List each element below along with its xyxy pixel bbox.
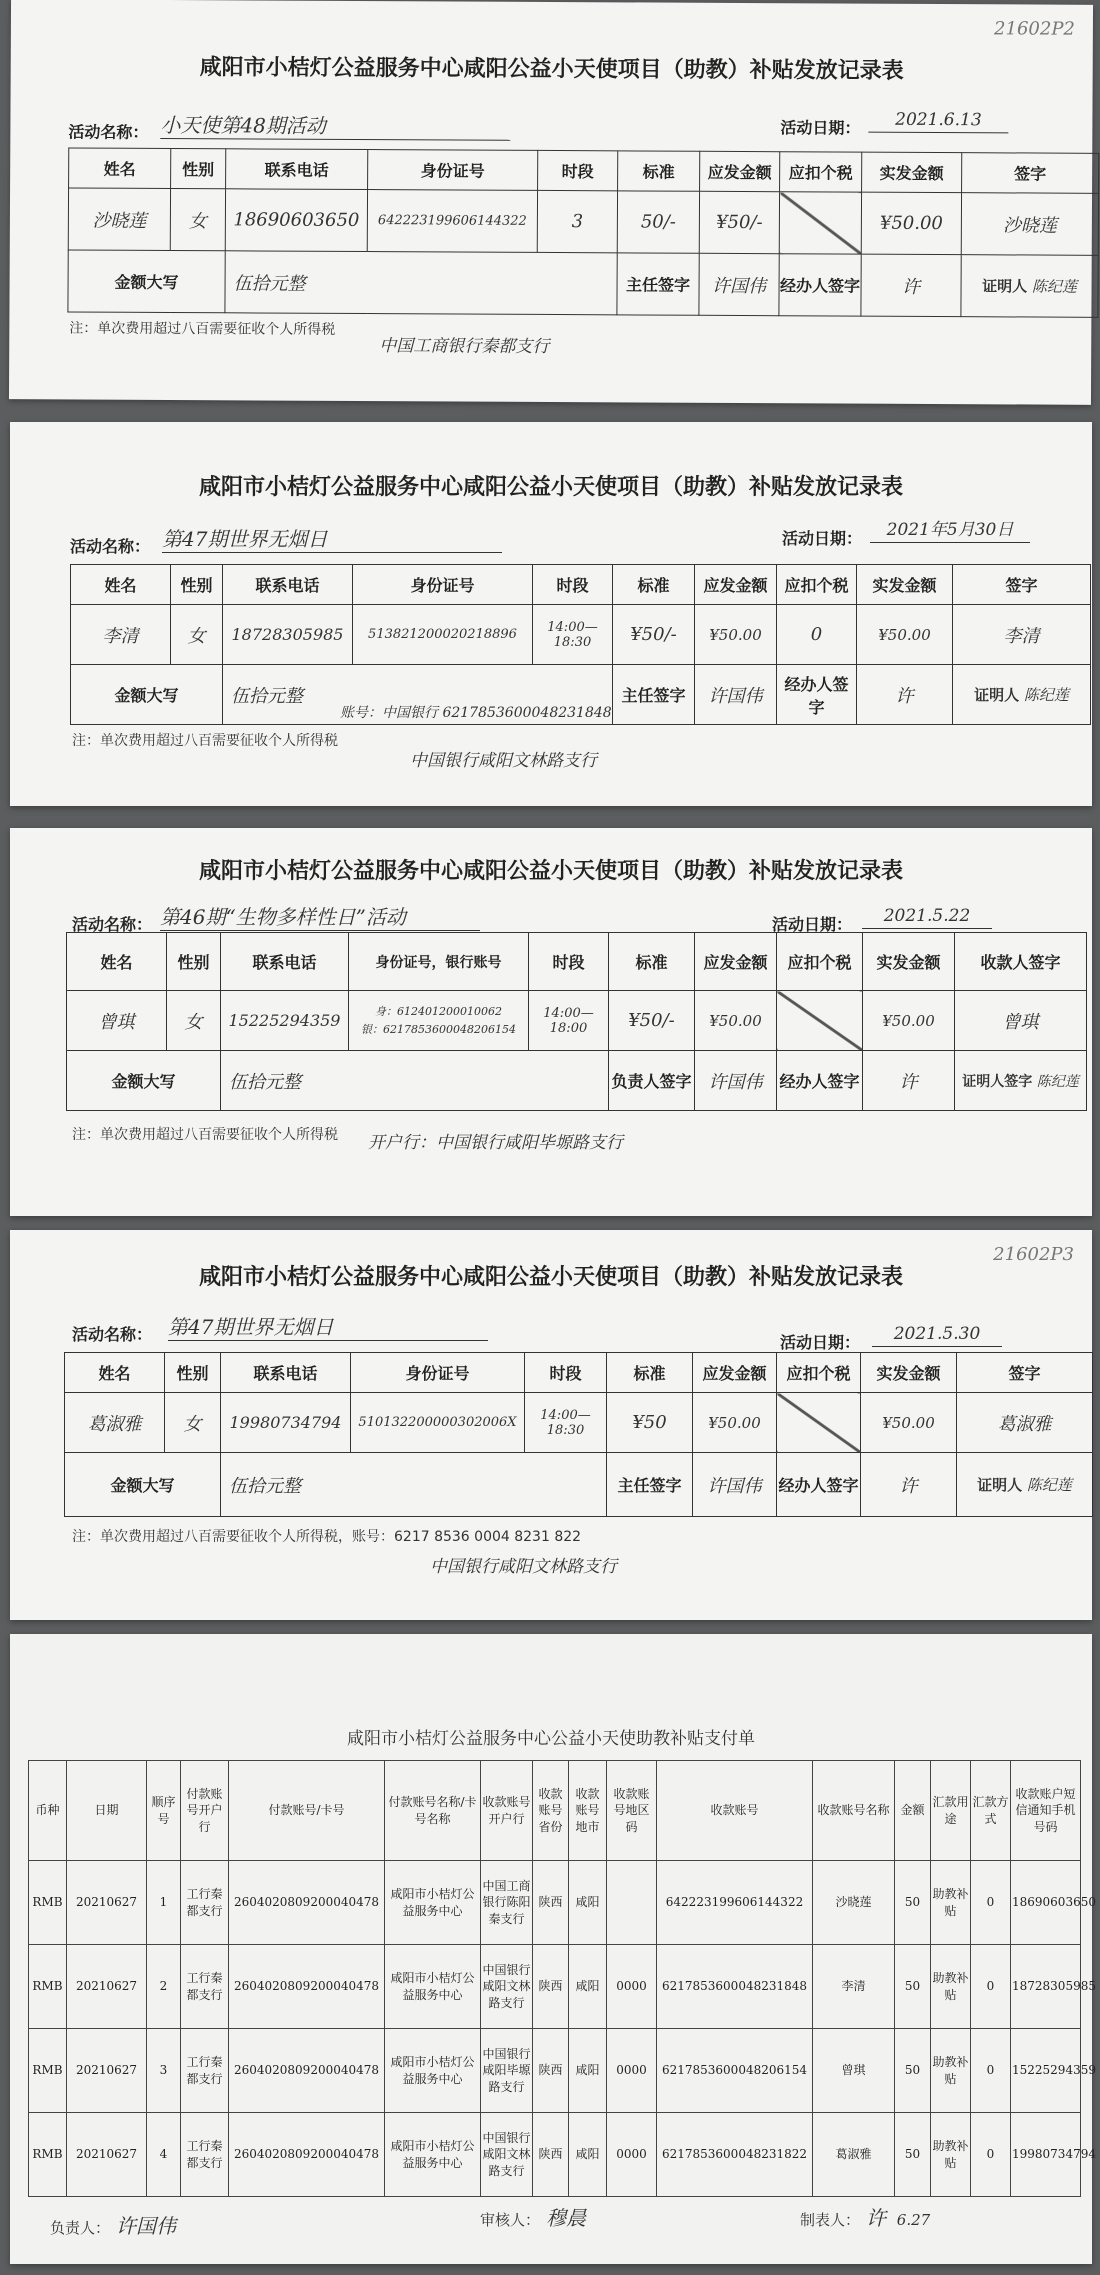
header-standard: 标准	[618, 151, 700, 191]
record-table	[64, 1352, 1093, 1517]
cell-signature: 李清	[953, 605, 1091, 665]
handler-label: 经办人签字	[777, 1051, 863, 1111]
witness-cell	[957, 1453, 1093, 1517]
cell-tax	[777, 1393, 861, 1453]
cell-phone: 18728305985	[223, 605, 353, 665]
header-period: 时段	[529, 933, 609, 991]
header-paid: 实发金额	[857, 565, 953, 605]
header-gender: 性别	[167, 933, 221, 991]
amount-words: 伍拾元整	[221, 1453, 607, 1517]
header-period: 时段	[538, 150, 618, 190]
pay-header: 日期	[67, 1761, 147, 1861]
pay-header: 汇款用途	[931, 1761, 971, 1861]
pay-cell	[607, 1861, 657, 1945]
header-gender: 性别	[171, 149, 226, 189]
header-phone: 联系电话	[226, 149, 368, 190]
table-row	[29, 1861, 1081, 1945]
pay-cell: 工行秦都支行	[181, 2113, 229, 2197]
bank-note: 中国银行咸阳文林路支行	[410, 751, 597, 771]
pay-cell: 20210627	[67, 2029, 147, 2113]
amount-label: 金额大写	[71, 665, 223, 725]
pay-header: 收款账号名称	[813, 1761, 895, 1861]
date-label: 活动日期：	[772, 915, 853, 934]
date-label: 活动日期：	[782, 529, 863, 548]
handler-label: 经办人签字	[779, 254, 861, 316]
pay-cell: 沙晓莲	[813, 1861, 895, 1945]
supervisor-label: 主任签字	[617, 253, 699, 315]
cell-id: 513821200020218896	[353, 605, 533, 665]
pay-cell: 曾琪	[813, 2029, 895, 2113]
activity-label: 活动名称：	[72, 1325, 153, 1344]
header-payable: 应发金额	[695, 565, 777, 605]
pay-cell: 中国银行咸阳毕塬路支行	[481, 2029, 533, 2113]
header-signature: 签字	[962, 153, 1099, 194]
supervisor-signature: 许国伟	[695, 665, 777, 725]
witness-label: 证明人	[982, 277, 1028, 296]
pay-cell: RMB	[29, 2029, 67, 2113]
pay-cell: 咸阳市小桔灯公益服务中心	[385, 2029, 481, 2113]
cell-period: 3	[537, 190, 617, 252]
corner-note: 21602P3	[993, 1244, 1074, 1265]
witness-label: 证明人	[977, 1476, 1023, 1494]
pay-header: 金额	[895, 1761, 931, 1861]
header-signature: 签字	[953, 565, 1091, 605]
pay-cell: 陕西	[533, 2029, 569, 2113]
pay-cell: 0	[971, 1945, 1011, 2029]
pay-cell: 陕西	[533, 1861, 569, 1945]
amount-words: 伍拾元整	[225, 251, 617, 315]
cell-name: 李清	[71, 605, 171, 665]
witness-signature: 陈纪莲	[1023, 686, 1069, 704]
pay-header: 付款账号开户行	[181, 1761, 229, 1861]
cell-name: 葛淑雅	[65, 1393, 165, 1453]
responsible-label: 负责人：	[50, 2219, 111, 2237]
header-name: 姓名	[65, 1353, 165, 1393]
supervisor-label: 负责人签字	[609, 1051, 695, 1111]
pay-cell: 中国银行咸阳文林路支行	[481, 1945, 533, 2029]
cell-gender: 女	[170, 189, 225, 251]
pay-cell: 葛淑雅	[813, 2113, 895, 2197]
bank-note: 开户行：中国银行咸阳毕塬路支行	[368, 1133, 623, 1153]
header-standard: 标准	[613, 565, 695, 605]
amount-label: 金额大写	[67, 1051, 221, 1111]
supervisor-signature: 许国伟	[699, 253, 779, 315]
cell-paid: ¥50.00	[857, 605, 953, 665]
header-paid: 实发金额	[862, 152, 962, 193]
pay-cell: 工行秦都支行	[181, 1945, 229, 2029]
pay-cell: 陕西	[533, 2113, 569, 2197]
maker-signoff	[800, 2202, 930, 2231]
header-gender: 性别	[165, 1353, 221, 1393]
cell-standard: ¥50	[607, 1393, 693, 1453]
pay-cell: 20210627	[67, 2113, 147, 2197]
cell-standard: ¥50/-	[609, 991, 695, 1051]
cell-id: 642223199606144322	[367, 190, 537, 253]
cell-bank: 银：6217853600048206154	[361, 1022, 516, 1036]
pay-cell: 中国银行咸阳文林路支行	[481, 2113, 533, 2197]
header-tax: 应扣个税	[777, 1353, 861, 1393]
cell-signature: 曾琪	[955, 991, 1087, 1051]
witness-cell	[955, 1051, 1087, 1111]
form-title: 咸阳市小桔灯公益服务中心咸阳公益小天使项目（助教）补贴发放记录表	[198, 474, 903, 500]
cell-period: 14:00—18:30	[525, 1393, 607, 1453]
cell-period: 14:00—18:00	[529, 991, 609, 1051]
cell-standard: 50/-	[617, 191, 699, 253]
cell-payable: ¥50.00	[695, 991, 777, 1051]
pay-cell: 50	[895, 2113, 931, 2197]
cell-gender: 女	[165, 1393, 221, 1453]
record-form-4	[10, 1230, 1092, 1620]
record-table	[70, 564, 1091, 725]
pay-cell: 0	[971, 2113, 1011, 2197]
witness-signature: 陈纪莲	[1031, 277, 1078, 296]
witness-cell	[961, 255, 1098, 318]
responsible-signature: 许国伟	[116, 2214, 177, 2238]
pay-cell: 0000	[607, 2113, 657, 2197]
amount-label: 金额大写	[65, 1453, 221, 1517]
supervisor-label: 主任签字	[607, 1453, 693, 1517]
header-name: 姓名	[69, 148, 171, 189]
pay-cell: 2604020809200040478	[229, 1945, 385, 2029]
pay-cell: 3	[147, 2029, 181, 2113]
header-payable: 应发金额	[695, 933, 777, 991]
header-period: 时段	[525, 1353, 607, 1393]
header-tax: 应扣个税	[777, 565, 857, 605]
payment-sheet	[10, 1634, 1096, 2264]
pay-header: 收款账号地区码	[607, 1761, 657, 1861]
reviewer-label: 审核人：	[480, 2211, 541, 2229]
pay-cell: 助教补贴	[931, 1945, 971, 2029]
cell-payable: ¥50.00	[693, 1393, 777, 1453]
handler-signature: 许	[863, 1051, 955, 1111]
activity-name: 第46期“生物多样性日”活动	[160, 904, 480, 931]
pay-cell: 陕西	[533, 1945, 569, 2029]
witness-label: 证明人	[974, 686, 1020, 704]
activity-name: 第47期世界无烟日	[162, 526, 502, 553]
pay-cell: 2604020809200040478	[229, 2029, 385, 2113]
table-row	[29, 1945, 1081, 2029]
header-standard: 标准	[609, 933, 695, 991]
activity-date: 2021.5.22	[862, 904, 992, 929]
header-phone: 联系电话	[223, 565, 353, 605]
pay-cell: 20210627	[67, 1861, 147, 1945]
cell-gender: 女	[171, 605, 223, 665]
pay-cell: RMB	[29, 2113, 67, 2197]
pay-header: 收款账号	[657, 1761, 813, 1861]
witness-signature: 陈纪莲	[1036, 1073, 1079, 1090]
cell-paid: ¥50.00	[861, 192, 961, 255]
pay-header: 汇款方式	[971, 1761, 1011, 1861]
cell-id-bank	[349, 991, 529, 1051]
handler-signature: 许	[861, 254, 961, 317]
cell-payable: ¥50.00	[695, 605, 777, 665]
cell-period: 14:00—18:30	[533, 605, 613, 665]
pay-cell: 中国工商银行陈阳秦支行	[481, 1861, 533, 1945]
handler-label: 经办人签字	[777, 1453, 861, 1517]
cell-gender: 女	[167, 991, 221, 1051]
witness-label: 证明人签字	[962, 1073, 1033, 1090]
record-table	[67, 147, 1099, 317]
pay-cell: 0000	[607, 1945, 657, 2029]
cell-paid: ¥50.00	[863, 991, 955, 1051]
witness-cell	[953, 665, 1091, 725]
pay-cell: 6217853600048206154	[657, 2029, 813, 2113]
payment-header-row	[29, 1761, 1081, 1861]
pay-cell: 6217853600048231822	[657, 2113, 813, 2197]
form-title: 咸阳市小桔灯公益服务中心咸阳公益小天使项目（助教）补贴发放记录表	[198, 1264, 903, 1290]
cell-paid: ¥50.00	[861, 1393, 957, 1453]
supervisor-signature: 许国伟	[693, 1453, 777, 1517]
pay-cell: 4	[147, 2113, 181, 2197]
pay-cell: 咸阳	[569, 2113, 607, 2197]
pay-cell: 15225294359	[1011, 2029, 1081, 2113]
pay-cell: 50	[895, 2029, 931, 2113]
cell-name: 曾琪	[67, 991, 167, 1051]
maker-signature: 许	[866, 2206, 887, 2230]
record-form-3	[10, 828, 1092, 1216]
bank-note: 中国工商银行秦都支行	[379, 336, 550, 357]
cell-phone: 18690603650	[225, 189, 367, 252]
cell-signature: 沙晓莲	[961, 193, 1098, 256]
header-period: 时段	[533, 565, 613, 605]
header-name: 姓名	[71, 565, 171, 605]
corner-note: 21602P2	[994, 18, 1075, 40]
header-gender: 性别	[171, 565, 223, 605]
activity-label: 活动名称：	[68, 122, 149, 142]
cell-id: 身：612401200010062	[375, 1004, 502, 1018]
supervisor-label: 主任签字	[613, 665, 695, 725]
pay-header: 币种	[29, 1761, 67, 1861]
pay-cell: 咸阳市小桔灯公益服务中心	[385, 1861, 481, 1945]
cell-id: 510132200000302006X	[351, 1393, 525, 1453]
responsible-signoff	[50, 2210, 176, 2239]
pay-header: 付款账号/卡号	[229, 1761, 385, 1861]
date-label: 活动日期：	[780, 118, 861, 138]
pay-cell: 50	[895, 1861, 931, 1945]
pay-cell: 2604020809200040478	[229, 2113, 385, 2197]
handler-label: 经办人签字	[777, 665, 857, 725]
pay-header: 顺序号	[147, 1761, 181, 1861]
pay-cell: 0	[971, 2029, 1011, 2113]
pay-cell: 2	[147, 1945, 181, 2029]
pay-cell: 咸阳	[569, 1861, 607, 1945]
tax-note: 注：单次费用超过八百需要征收个人所得税	[72, 733, 338, 749]
payment-title: 咸阳市小桔灯公益服务中心公益小天使助教补贴支付单	[347, 1729, 755, 1749]
pay-cell: 咸阳市小桔灯公益服务中心	[385, 1945, 481, 2029]
pay-cell: 咸阳市小桔灯公益服务中心	[385, 2113, 481, 2197]
tax-note: 注：单次费用超过八百需要征收个人所得税	[72, 1127, 338, 1143]
maker-label: 制表人：	[800, 2211, 861, 2229]
pay-cell: 咸阳	[569, 2029, 607, 2113]
cell-phone: 19980734794	[221, 1393, 351, 1453]
account-note: 账号：中国银行 6217853600048231848	[340, 705, 612, 721]
payment-table	[28, 1760, 1096, 2197]
cell-tax	[777, 991, 863, 1051]
cell-signature: 葛淑雅	[957, 1393, 1093, 1453]
pay-cell: 0000	[607, 2029, 657, 2113]
activity-date: 2021.5.30	[872, 1322, 1002, 1347]
pay-cell: 助教补贴	[931, 2029, 971, 2113]
header-phone: 联系电话	[221, 1353, 351, 1393]
cell-name: 沙晓莲	[68, 188, 170, 251]
header-id: 身份证号	[353, 565, 533, 605]
handler-signature: 许	[861, 1453, 957, 1517]
pay-cell: 助教补贴	[931, 1861, 971, 1945]
record-table	[66, 932, 1087, 1111]
activity-label: 活动名称：	[70, 537, 151, 556]
reviewer-signature: 穆晨	[546, 2206, 587, 2230]
table-row	[29, 2029, 1081, 2113]
record-form-2	[10, 422, 1092, 806]
tax-note: 注：单次费用超过八百需要征收个人所得税	[69, 320, 336, 338]
amount-label: 金额大写	[68, 250, 225, 313]
pay-cell: 6217853600048231848	[657, 1945, 813, 2029]
pay-cell: 0	[971, 1861, 1011, 1945]
pay-header: 收款账号开户行	[481, 1761, 533, 1861]
header-phone: 联系电话	[221, 933, 349, 991]
header-paid: 实发金额	[863, 933, 955, 991]
header-tax: 应扣个税	[780, 152, 862, 192]
header-id: 身份证号	[368, 150, 538, 191]
reviewer-signoff	[480, 2202, 586, 2231]
pay-header: 付款账号名称/卡号名称	[385, 1761, 481, 1861]
witness-signature: 陈纪莲	[1026, 1476, 1072, 1494]
header-signature: 签字	[957, 1353, 1093, 1393]
pay-cell: 50	[895, 1945, 931, 2029]
pay-header: 收款账户短信通知手机号码	[1011, 1761, 1081, 1861]
pay-cell: 助教补贴	[931, 2113, 971, 2197]
header-id: 身份证号	[351, 1353, 525, 1393]
maker-date: 6.27	[896, 2211, 931, 2229]
pay-cell: 2604020809200040478	[229, 1861, 385, 1945]
pay-cell: 咸阳	[569, 1945, 607, 2029]
pay-header: 收款账号省份	[533, 1761, 569, 1861]
header-payable: 应发金额	[693, 1353, 777, 1393]
table-row	[29, 2113, 1081, 2197]
cell-tax	[779, 192, 861, 254]
cell-tax: 0	[777, 605, 857, 665]
amount-words: 伍拾元整	[221, 1051, 609, 1111]
activity-name: 小天使第48期活动	[160, 112, 510, 141]
pay-cell: RMB	[29, 1945, 67, 2029]
pay-cell: 19980734794	[1011, 2113, 1081, 2197]
cell-payable: ¥50/-	[699, 191, 779, 253]
activity-name: 第47期世界无烟日	[168, 1314, 488, 1341]
activity-label: 活动名称：	[72, 915, 153, 934]
supervisor-signature: 许国伟	[695, 1051, 777, 1111]
pay-cell: 李清	[813, 1945, 895, 2029]
pay-cell: 18690603650	[1011, 1861, 1081, 1945]
pay-cell: 工行秦都支行	[181, 1861, 229, 1945]
pay-cell: 20210627	[67, 1945, 147, 2029]
form-title: 咸阳市小桔灯公益服务中心咸阳公益小天使项目（助教）补贴发放记录表	[198, 858, 903, 884]
form-title: 咸阳市小桔灯公益服务中心咸阳公益小天使项目（助教）补贴发放记录表	[199, 54, 904, 84]
pay-cell: 642223199606144322	[657, 1861, 813, 1945]
header-id: 身份证号，银行账号	[349, 933, 529, 991]
header-standard: 标准	[607, 1353, 693, 1393]
handler-signature: 许	[857, 665, 953, 725]
date-label: 活动日期：	[780, 1333, 861, 1352]
pay-header: 收款账号地市	[569, 1761, 607, 1861]
header-paid: 实发金额	[861, 1353, 957, 1393]
record-form-1	[9, 0, 1093, 405]
cell-phone: 15225294359	[221, 991, 349, 1051]
activity-date: 2021.6.13	[868, 108, 1008, 134]
pay-cell: 1	[147, 1861, 181, 1945]
header-signature: 收款人签字	[955, 933, 1087, 991]
pay-cell: 工行秦都支行	[181, 2029, 229, 2113]
cell-standard: ¥50/-	[613, 605, 695, 665]
header-name: 姓名	[67, 933, 167, 991]
header-payable: 应发金额	[700, 151, 780, 191]
bank-note: 中国银行咸阳文林路支行	[430, 1557, 617, 1577]
pay-cell: 18728305985	[1011, 1945, 1081, 2029]
activity-date: 2021年5月30日	[870, 518, 1030, 543]
amount-words: 伍拾元整	[223, 665, 613, 725]
header-tax: 应扣个税	[777, 933, 863, 991]
pay-cell: RMB	[29, 1861, 67, 1945]
tax-note: 注：单次费用超过八百需要征收个人所得税，账号：6217 8536 0004 8231 822	[72, 1529, 582, 1545]
